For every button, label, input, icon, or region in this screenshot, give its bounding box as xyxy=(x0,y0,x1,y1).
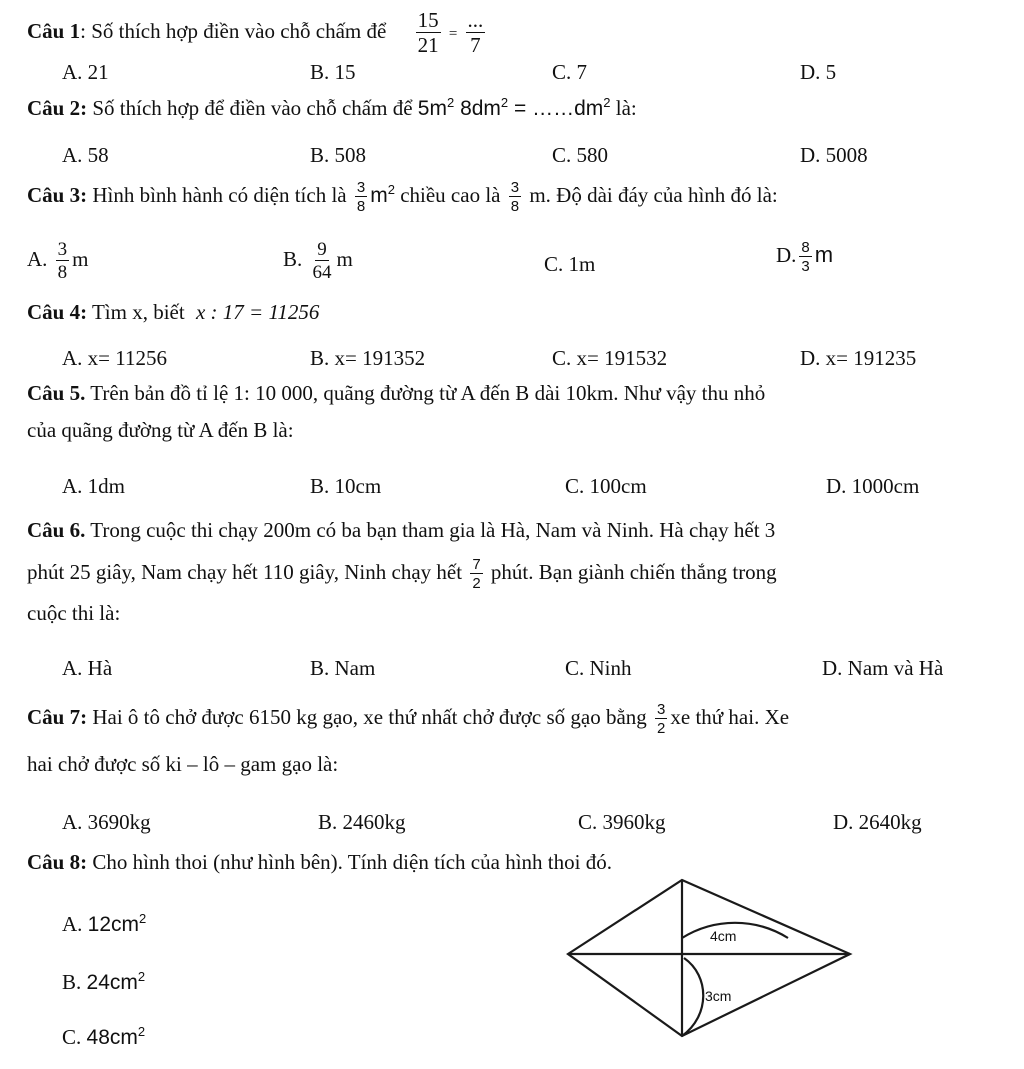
q6-option-b[interactable]: B. Nam xyxy=(310,656,376,680)
q6-option-a[interactable]: A. Hà xyxy=(62,656,113,680)
q5-option-a[interactable]: A. 1dm xyxy=(62,474,125,498)
q5-option-c[interactable]: C. 100cm xyxy=(565,474,647,498)
q3-text-b: chiều cao là xyxy=(400,182,501,207)
q1-option-a[interactable]: A. 21 xyxy=(62,60,109,84)
q4-text: Tìm x, biết xyxy=(91,300,185,324)
q4-option-b[interactable]: B. x= 191352 xyxy=(310,346,426,370)
q1-eq: = xyxy=(448,25,458,42)
q8-label: Câu 8: xyxy=(27,850,88,874)
q1-text: : Số thích hợp điền vào chỗ chấm để xyxy=(80,18,387,43)
q3-option-d[interactable]: D. $\frac{8}{3}$ m xyxy=(776,239,834,275)
q2-stem xyxy=(27,95,637,120)
q5-stem-line1 xyxy=(27,383,765,404)
q3-option-b[interactable]: B. $\frac{9}{64}$ m xyxy=(283,239,353,283)
figure-label-3cm: 3cm xyxy=(705,988,732,1004)
q1-label: Câu 1 xyxy=(27,18,81,43)
q3-label: Câu 3: xyxy=(27,182,88,207)
rhombus-figure xyxy=(560,876,860,1066)
q7-option-a[interactable]: A. 3690kg xyxy=(62,810,151,834)
q5-line2: của quãng đường từ A đến B là: xyxy=(27,418,294,442)
q6-label: Câu 6. xyxy=(27,518,86,542)
q7-stem-line1: Câu 7: Hai ô tô chở được 6150 kg gạo, xe thứ nhất chở được số gạo bằng $\frac{3}{2}$ xe thứ hai. Xe xyxy=(27,701,790,737)
q4-equation: x : 17 = 11256 xyxy=(195,300,320,324)
q3-area-frac: $\frac{3}{8}$ xyxy=(356,179,366,215)
q5-label: Câu 5. xyxy=(27,381,86,405)
q7-line2: hai chở được số ki – lô – gam gạo là: xyxy=(27,752,339,776)
q6-line3: cuộc thi là: xyxy=(27,601,121,625)
q6-stem-line1 xyxy=(27,520,775,541)
q5-line1: Trên bản đồ tỉ lệ 1: 10 000, quãng đường từ A đến B dài 10km. Như vậy thu nhỏ xyxy=(90,381,766,405)
q8-option-a[interactable]: A. $12cm^2$ xyxy=(62,911,147,936)
q2-option-c[interactable]: C. 580 xyxy=(552,143,609,167)
q1-stem xyxy=(27,10,488,56)
q6-option-c[interactable]: C. Ninh xyxy=(565,656,632,680)
rhombus-outline xyxy=(568,880,850,1036)
q2-label: Câu 2: xyxy=(27,96,88,120)
q1-option-b[interactable]: B. 15 xyxy=(310,60,356,84)
q3-option-a[interactable]: A. $\frac{3}{8}$ m xyxy=(27,239,89,283)
q6-option-d[interactable]: D. Nam và Hà xyxy=(822,656,944,680)
q2-suffix: là: xyxy=(615,96,637,120)
q3-option-c[interactable]: C. 1m xyxy=(544,252,596,276)
q7-label: Câu 7: xyxy=(27,704,88,729)
q5-option-b[interactable]: B. 10cm xyxy=(310,474,382,498)
q4-option-a[interactable]: A. x= 11256 xyxy=(62,346,167,370)
q2-expression: $5m^2$ $8dm^2$ = $\dots\dots dm^2$ xyxy=(417,95,611,120)
q6-stem-line2: phút 25 giây, Nam chạy hết 110 giây, Ninh chạy hết $\frac{7}{2}$ phút. Bạn giành chiến thắng trong xyxy=(27,556,777,592)
q6-line1: Trong cuộc thi chạy 200m có ba bạn tham gia là Hà, Nam và Ninh. Hà chạy hết 3 xyxy=(90,518,776,542)
q7-option-d[interactable]: D. 2640kg xyxy=(833,810,922,834)
q1-option-c[interactable]: C. 7 xyxy=(552,60,588,84)
q3-stem xyxy=(27,180,778,214)
q4-label: Câu 4: xyxy=(27,300,88,324)
q7-option-b[interactable]: B. 2460kg xyxy=(318,810,406,834)
q2-text: Số thích hợp để điền vào chỗ chấm để xyxy=(92,96,413,120)
q8-option-c[interactable]: C. $48cm^2$ xyxy=(62,1024,146,1049)
arc-bottom-label xyxy=(682,958,703,1036)
q1-frac-left: $\frac{15}{21}$ xyxy=(417,8,439,57)
q3-height-frac: $\frac{3}{8}$ xyxy=(510,179,520,215)
q1-frac-right: $\frac{...}{7}$ xyxy=(467,8,484,57)
q3-text-c: m. Độ dài đáy của hình đó là: xyxy=(529,182,778,207)
q6-frac: $\frac{7}{2}$ xyxy=(472,556,481,592)
q2-option-b[interactable]: B. 508 xyxy=(310,143,367,167)
q2-option-d[interactable]: D. 5008 xyxy=(800,143,868,167)
q5-option-d[interactable]: D. 1000cm xyxy=(826,474,920,498)
q4-stem xyxy=(27,302,319,323)
q3-area-unit: $m^2$ xyxy=(370,181,395,207)
q8-text: Cho hình thoi (như hình bên). Tính diện tích của hình thoi đó. xyxy=(92,850,612,874)
q8-option-b[interactable]: B. $24cm^2$ xyxy=(62,969,146,994)
q4-option-d[interactable]: D. x= 191235 xyxy=(800,346,917,370)
figure-label-4cm: 4cm xyxy=(710,928,737,944)
q2-option-a[interactable]: A. 58 xyxy=(62,143,109,167)
q1-option-d[interactable]: D. 5 xyxy=(800,60,837,84)
q3-text-a: Hình bình hành có diện tích là xyxy=(92,182,347,207)
q8-stem xyxy=(27,852,612,873)
q7-frac: $\frac{3}{2}$ xyxy=(657,701,666,737)
q4-option-c[interactable]: C. x= 191532 xyxy=(552,346,668,370)
q7-option-c[interactable]: C. 3960kg xyxy=(578,810,666,834)
